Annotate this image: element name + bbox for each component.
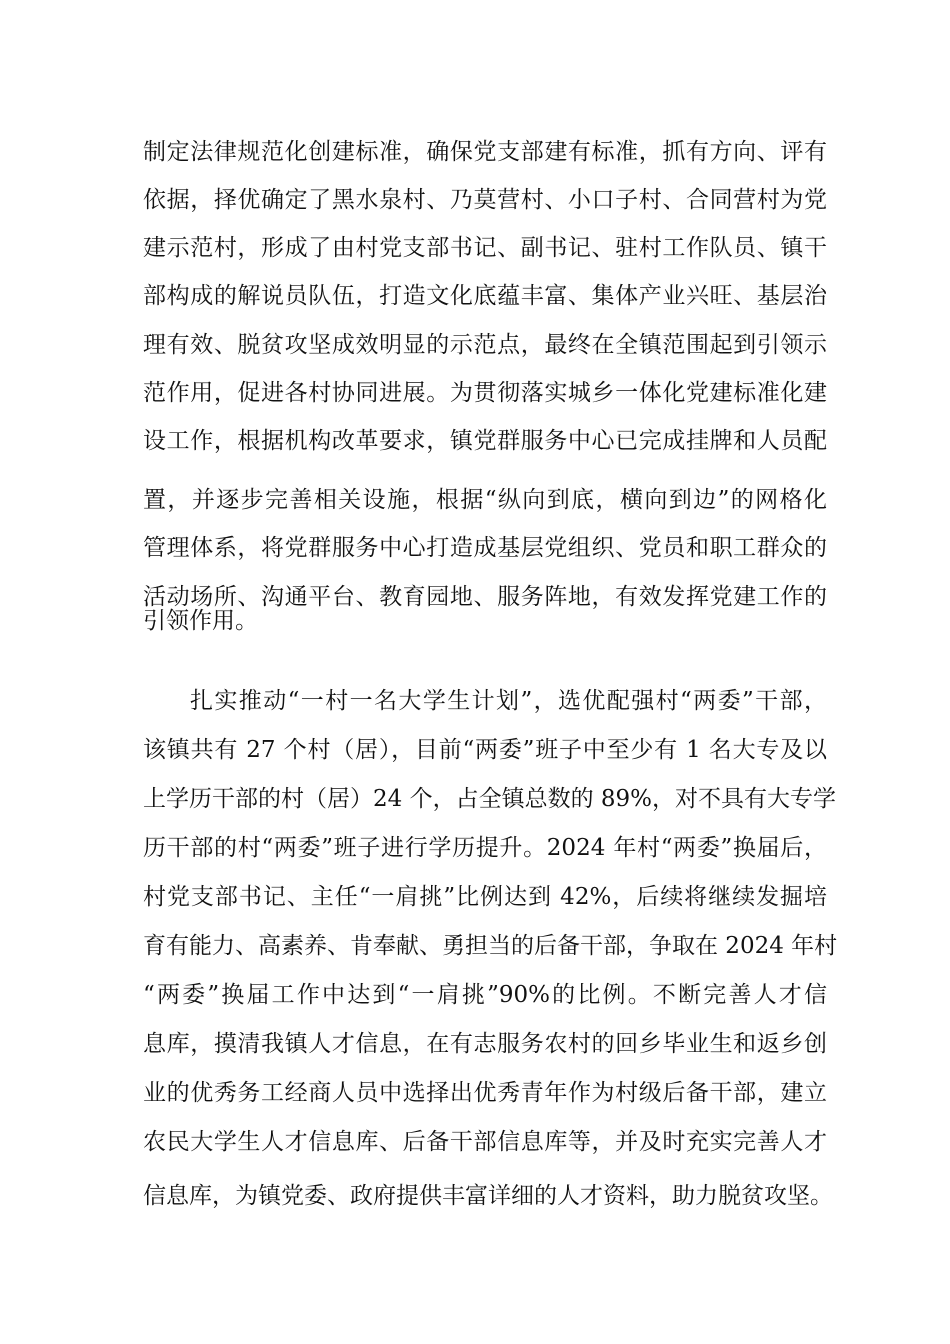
paragraph-line: 管理体系，将党群服务中心打造成基层党组织、党员和职工群众的	[143, 535, 827, 561]
paragraph-line: 活动场所、沟通平台、教育园地、服务阵地，有效发挥党建工作的	[143, 584, 827, 610]
paragraph-line: 上学历干部的村（居）24 个，占全镇总数的 89%，对不具有大专学	[143, 786, 837, 812]
paragraph-line: 村党支部书记、主任“一肩挑”比例达到 42%，后续将继续发掘培	[143, 884, 827, 910]
paragraph-line: 部构成的解说员队伍，打造文化底蕴丰富、集体产业兴旺、基层治	[143, 283, 827, 309]
paragraph-line: “两委”换届工作中达到“一肩挑”90%的比例。不断完善人才信	[143, 982, 827, 1008]
paragraph-line: 理有效、脱贫攻坚成效明显的示范点，最终在全镇范围起到引领示	[143, 332, 827, 358]
paragraph-line: 息库，摸清我镇人才信息，在有志服务农村的回乡毕业生和返乡创	[143, 1031, 827, 1057]
paragraph-line: 引领作用。	[143, 608, 258, 634]
paragraph-line: 业的优秀务工经商人员中选择出优秀青年作为村级后备干部，建立	[143, 1080, 827, 1106]
paragraph-line: 该镇共有 27 个村（居），目前“两委”班子中至少有 1 名大专及以	[143, 737, 827, 763]
paragraph-line: 设工作，根据机构改革要求，镇党群服务中心已完成挂牌和人员配	[143, 428, 827, 454]
paragraph-line: 历干部的村“两委”班子进行学历提升。2024 年村“两委”换届后，	[143, 835, 827, 861]
paragraph-line: 范作用，促进各村协同进展。为贯彻落实城乡一体化党建标准化建	[143, 380, 827, 406]
paragraph-line: 育有能力、高素养、肯奉献、勇担当的后备干部，争取在 2024 年村	[143, 933, 838, 959]
paragraph-line: 扎实推动“一村一名大学生计划”，选优配强村“两委”干部，	[190, 688, 827, 714]
paragraph-line: 制定法律规范化创建标准，确保党支部建有标准，抓有方向、评有	[143, 139, 827, 165]
paragraph-line: 置，并逐步完善相关设施，根据“纵向到底，横向到边”的网格化	[143, 487, 827, 513]
paragraph-line: 农民大学生人才信息库、后备干部信息库等，并及时充实完善人才	[143, 1129, 827, 1155]
paragraph-line: 信息库，为镇党委、政府提供丰富详细的人才资料，助力脱贫攻坚。	[143, 1183, 833, 1209]
paragraph-line: 依据，择优确定了黑水泉村、乃莫营村、小口子村、合同营村为党	[143, 187, 827, 213]
paragraph-line: 建示范村，形成了由村党支部书记、副书记、驻村工作队员、镇干	[143, 235, 827, 261]
